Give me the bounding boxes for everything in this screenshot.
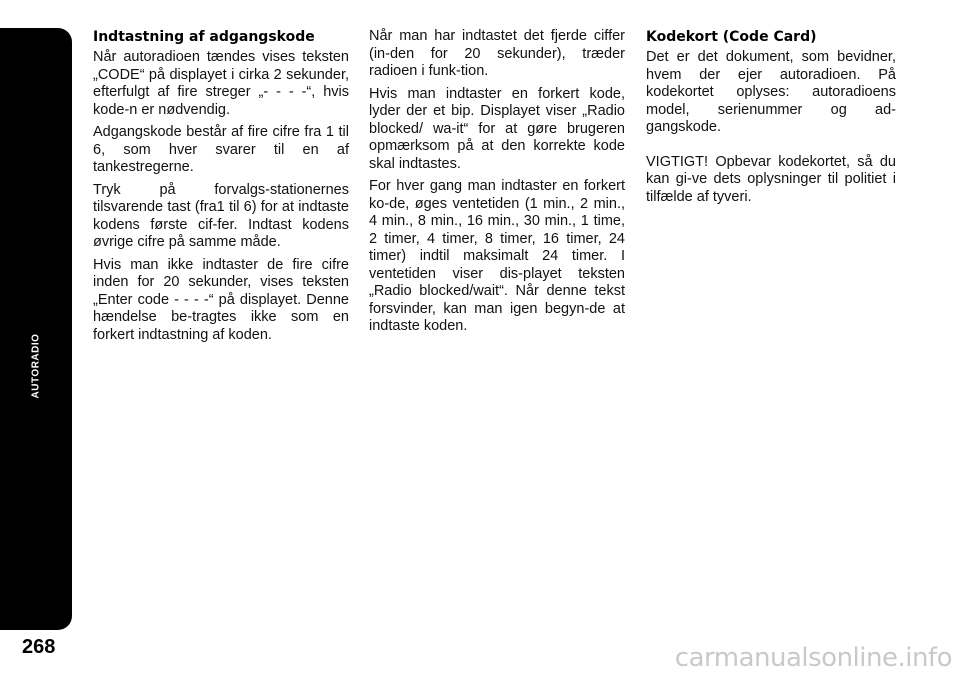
watermark: carmanualsonline.info — [674, 643, 952, 673]
paragraph: VIGTIGT! Opbevar kodekortet, så du kan gi-ve dets oplysninger til politiet i tilfælde af tyveri. — [646, 153, 896, 205]
column-1 — [93, 28, 349, 349]
paragraph: Når autoradioen tændes vises teksten „CODE“ på displayet i cirka 2 sekunder, efterfulgt af fire streger „- - - -“, hvis kode-n er nødvendig. — [93, 49, 349, 118]
paragraph: Det er det dokument, som bevidner, hvem der ejer autoradioen. På kodekortet oplyses: autoradioens model, serienummer og ad-gangskode. — [646, 49, 896, 135]
side-tab — [0, 28, 72, 630]
section-label: AUTORADIO — [30, 333, 42, 399]
paragraph: Når man har indtastet det fjerde ciffer (in-den for 20 sekunder), træder radioen i funk-tion. — [369, 28, 625, 79]
column-2 — [369, 28, 625, 341]
paragraph: Tryk på forvalgs-stationernes tilsvarende tast (fra1 til 6) for at indtaste kodens første cif-fer. Indtast kodens øvrige cifre på samme måde. — [93, 181, 349, 250]
section-heading: Kodekort (Code Card) — [646, 29, 817, 45]
paragraph: Hvis man indtaster en forkert kode, lyder der et bip. Displayet viser „Radio blocked/ wa-it“ for at gøre brugeren opmærksom på at den korrekte kode skal indtastes. — [369, 85, 625, 172]
paragraph: Hvis man ikke indtaster de fire cifre inden for 20 sekunder, vises teksten „Enter code - - - -“ på displayet. Denne hændelse be-tragtes ikke som en forkert indtastning af koden. — [93, 256, 349, 343]
paragraph: Adgangskode består af fire cifre fra 1 til 6, som hver svarer til en af tankestregerne. — [93, 124, 349, 175]
page-number: 268 — [22, 636, 56, 658]
paragraph: For hver gang man indtaster en forkert ko-de, øges ventetiden (1 min., 2 min., 4 min., 8 min., 16 min., 30 min., 1 time, 2 timer, 4 timer, 8 timer, 16 timer, 24 timer) indtil maksimalt 24 timer. I ventetiden viser dis-playet teksten „Radio blocked/wait“. Når denne tekst forsvinder, kan man igen begyn-de at indtaste koden. — [369, 178, 625, 334]
column-3 — [646, 28, 896, 211]
section-heading: Indtastning af adgangskode — [93, 29, 315, 45]
